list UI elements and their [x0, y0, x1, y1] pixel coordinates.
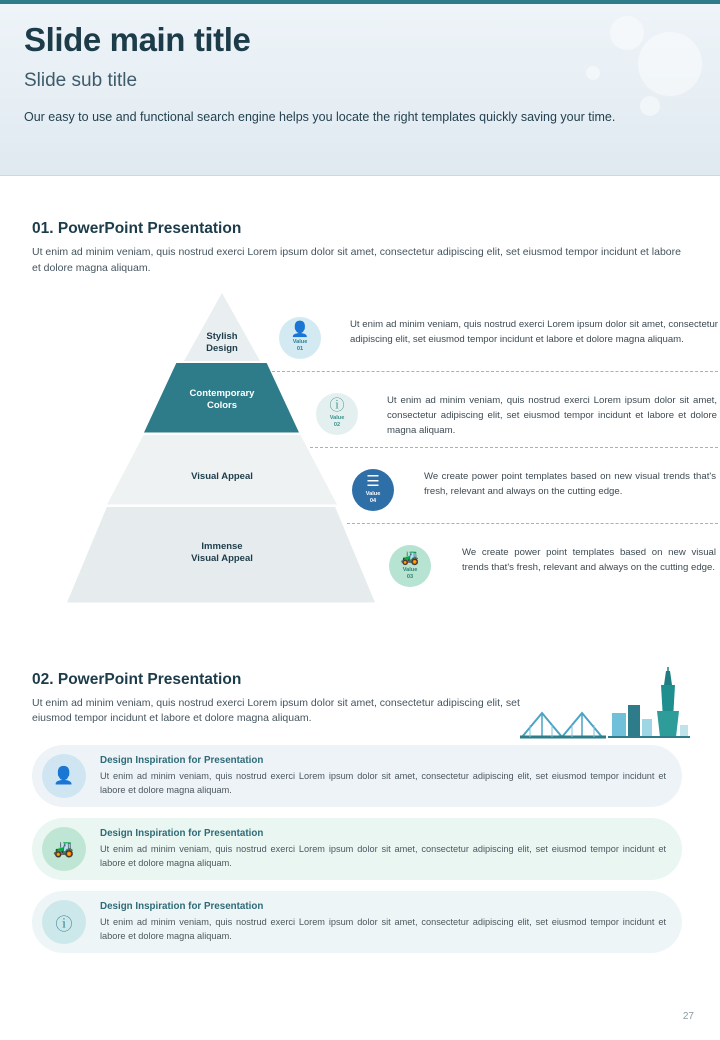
pyramid-level-4-label: Immense Visual Appeal	[191, 540, 253, 565]
badge-value-label: Value 03	[402, 567, 418, 580]
divider	[272, 371, 718, 372]
card-text: Ut enim ad minim veniam, quis nostrud exerci Lorem ipsum dolor sit amet, consectetur adipiscing elit, set eiusmod tempor incidunt et labore et dolore magna aliquam.	[100, 770, 666, 795]
section-two	[0, 671, 720, 954]
card-title: Design Inspiration for Presentation	[100, 827, 264, 839]
card-text: Ut enim ad minim veniam, quis nostrud exerci Lorem ipsum dolor sit amet, consectetur adipiscing elit, set eiusmod tempor incidunt et labore et dolore magna aliquam.	[100, 916, 666, 941]
alert-circle-icon: ⓘ	[42, 900, 86, 944]
person-icon: 👤	[42, 754, 86, 798]
cityscape-illustration-icon	[520, 667, 690, 759]
section-two-description: Ut enim ad minim veniam, quis nostrud exerci Lorem ipsum dolor sit amet, consectetur adipiscing elit, set eiusmod tempor incidunt et labore et dolore magna aliquam.	[32, 696, 520, 725]
badge-value-label: Value 01	[292, 339, 308, 352]
pyramid-body-3: We create power point templates based on new visual trends that's fresh, relevant and always on the cutting edge.	[424, 470, 716, 497]
pyramid-level-3-shape[interactable]	[107, 435, 337, 505]
page-number: 27	[682, 1011, 694, 1022]
badge-value-label: Value 04	[365, 491, 381, 504]
checklist-document-icon: ☰	[366, 473, 380, 491]
decorative-bubble-icon	[610, 16, 644, 50]
page-title: Slide main title	[24, 21, 251, 58]
pyramid-level-2-label: Contemporary Colors	[189, 387, 255, 412]
badge-person-icon[interactable]	[279, 317, 321, 359]
pyramid-body-2: Ut enim ad minim veniam, quis nostrud exerci Lorem ipsum dolor sit amet, consectetur adipiscing elit, set eiusmod tempor incidunt et labore et dolore magna aliquam.	[387, 394, 717, 436]
pyramid-body-4: We create power point templates based on new visual trends that's fresh, relevant and always on the cutting edge.	[462, 546, 716, 573]
pyramid-body-1: Ut enim ad minim veniam, quis nostrud exerci Lorem ipsum dolor sit amet, consectetur adipiscing elit, set eiusmod tempor incidunt et labore et dolore magna aliquam.	[350, 318, 718, 345]
section-one-description: Ut enim ad minim veniam, quis nostrud exerci Lorem ipsum dolor sit amet, consectetur adipiscing elit, set eiusmod tempor incidunt et labore et dolore magna aliquam.	[32, 246, 681, 274]
person-icon: 👤	[290, 321, 310, 339]
section-one	[0, 220, 720, 623]
pyramid-level-1-label: Stylish Design	[206, 330, 238, 355]
section-two-title: 02. PowerPoint Presentation	[32, 670, 242, 688]
alert-circle-icon: ⓘ	[329, 397, 345, 415]
slide-header	[0, 4, 720, 176]
section-one-title: 01. PowerPoint Presentation	[32, 220, 242, 237]
badge-forklift-icon[interactable]	[389, 545, 431, 587]
divider	[347, 523, 718, 524]
card-title: Design Inspiration for Presentation	[100, 754, 264, 766]
decorative-bubble-icon	[638, 32, 702, 96]
page-subtitle: Slide sub title	[24, 70, 138, 92]
card-text: Ut enim ad minim veniam, quis nostrud exerci Lorem ipsum dolor sit amet, consectetur adipiscing elit, set eiusmod tempor incidunt et labore et dolore magna aliquam.	[100, 843, 666, 868]
decorative-bubble-icon	[640, 96, 660, 116]
card-list	[32, 745, 688, 953]
pyramid-diagram	[32, 293, 718, 623]
list-item[interactable]	[32, 818, 682, 880]
decorative-bubble-icon	[586, 66, 600, 80]
pyramid-level-3-label: Visual Appeal	[191, 470, 253, 482]
badge-checklist-document-icon[interactable]	[352, 469, 394, 511]
badge-alert-circle-icon[interactable]	[316, 393, 358, 435]
forklift-icon: 🚜	[400, 549, 420, 567]
card-title: Design Inspiration for Presentation	[100, 900, 264, 912]
divider	[310, 447, 718, 448]
page-description: Our easy to use and functional search engine helps you locate the right templates quickly saving your time.	[24, 110, 616, 125]
list-item[interactable]	[32, 891, 682, 953]
forklift-icon: 🚜	[42, 827, 86, 871]
badge-value-label: Value 02	[329, 415, 345, 428]
